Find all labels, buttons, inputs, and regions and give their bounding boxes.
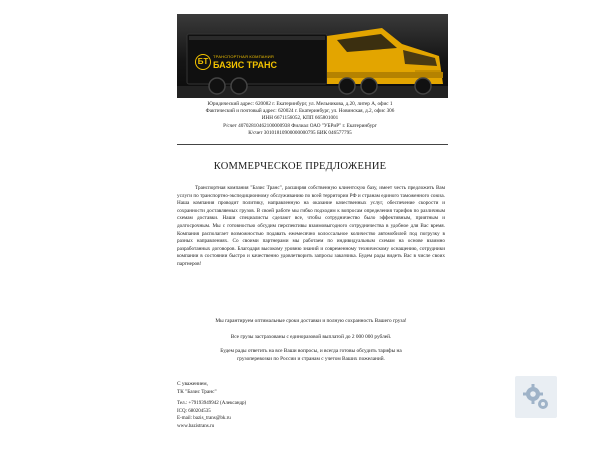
contact-email[interactable]: E-mail: bazis_trans@bk.ru <box>177 416 231 422</box>
regards-line: С уважением, <box>177 381 208 387</box>
company-requisites <box>0 101 600 137</box>
header-banner <box>177 14 448 98</box>
settings-gear-button[interactable] <box>515 376 557 418</box>
contact-phone: Тел.: +79193949942 (Александр) <box>177 401 247 406</box>
legal-address: Юридический адрес: 620082 г. Екатеринбург, ул. Мельникова, д.20, литер А, офис 1 <box>207 101 393 107</box>
company-tagline: ТРАНСПОРТНАЯ КОМПАНИЯ <box>213 54 274 59</box>
company-name: БАЗИС ТРАНС <box>213 60 277 70</box>
correspondent-account: К/счет 30101810900000000795 БИК 046577795 <box>248 129 352 136</box>
signature-block <box>177 381 217 396</box>
settlement-account: Р/счет 40702810462100000938 Филиал ОАО "УБРиР" г. Екатеринбург <box>223 122 377 129</box>
contact-icq: ICQ: 680204535 <box>177 408 211 414</box>
closing-paragraph: Будем рады ответить на все Ваши вопросы, и всегда готовы обсудить тарифы на грузоперевозки по России и странам с учетом Ваших пожеланий. <box>220 348 402 362</box>
contacts-block <box>177 400 246 430</box>
header-divider <box>177 144 448 145</box>
contact-website[interactable]: www.bazistrans.ru <box>177 423 215 429</box>
guarantee-line: Мы гарантируем оптимальные сроки доставки и полную сохранность Вашего груза! <box>215 318 407 324</box>
company-logo-badge: БТ <box>195 54 211 70</box>
postal-address: Фактический и почтовый адрес: 620024 г. Екатеринбург, ул. Новинская, д.2, офис 306 <box>205 108 395 115</box>
document-title: КОММЕРЧЕСКОЕ ПРЕДЛОЖЕНИЕ <box>213 161 387 172</box>
body-paragraph: Транспортная компания "Базис Транс", расширяя собственную клиентскую базу, имеет честь предложить Вам услуги по транспортно-экспедиционному обслуживанию по всей территории РФ и странам единого таможенного союза. Наша компания проводит политику, направленную на оказание качественных услуг, обеспечение скорости и сохранности доставляемых грузов. В своей работе мы гибко подходим к вопросам определения тарифов по различным схемам доставки. Наши специалисты сделают все, чтобы сотрудничество было эффективным, приятным и долгосрочным. Мы с готовностью обсудим перспективы взаимовыгодного сотрудничества в удобное для Вас время. Компания располагает возможностью подавать ежемесячно колоссальное количество автомобилей под погрузку в разных направлениях. Со своими партнерами мы работаем по индивидуальным схемам на основе взаимно разработанных договоров. Благодаря высокому уровню знаний и современному техническому оснащению, сотрудники компании в состоянии быстро и качественно удовлетворить запросы заказчика. Будем рады видеть Вас в числе своих партнеров! <box>177 185 445 267</box>
insurance-line: Все грузы застрахованы с единоразовой выплатой до 2 000 000 рублей. <box>230 334 392 340</box>
gear-icon <box>520 381 552 413</box>
inn-kpp: ИНН 6671156052, КПП 665801001 <box>261 115 339 122</box>
signature-company: ТК "Базис Транс" <box>177 388 217 395</box>
